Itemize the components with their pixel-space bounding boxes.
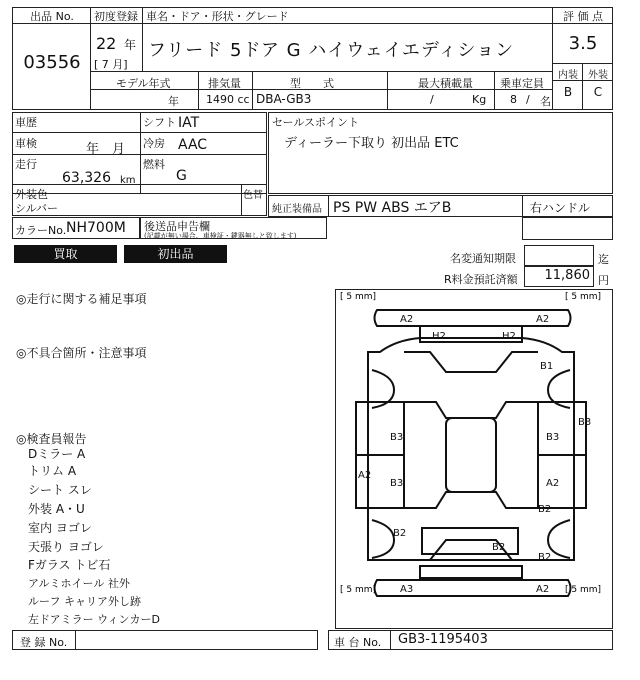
damage-mark: A2 — [546, 478, 560, 489]
exterior-grade: C — [593, 85, 603, 99]
fuel-value: G — [176, 168, 187, 184]
model-year-label: モデル年式 — [116, 77, 171, 90]
damage-mark: B3 — [578, 417, 592, 428]
sales-point-label: セールスポイント — [272, 116, 360, 129]
inspector-item: シート スレ — [28, 483, 92, 497]
capacity-label: 乗車定員 — [500, 77, 544, 90]
inspector-item: 天張り ヨゴレ — [28, 540, 104, 554]
inspector-item: アルミホイール 社外 — [28, 577, 130, 590]
exterior-label: 外装 — [588, 70, 608, 81]
inspector-item: トリム A — [28, 464, 77, 478]
declaration-label: 後送品申告欄 — [144, 220, 210, 233]
first-reg-year: 22 — [96, 34, 117, 53]
car-name: フリード 5ドア G ハイウェイエディション — [148, 40, 515, 61]
mileage-value: 63,326 — [62, 170, 111, 186]
mileage-unit: km — [120, 175, 136, 186]
score-value: 3.5 — [568, 33, 598, 54]
recycle-value: 11,860 — [544, 268, 590, 283]
first-listing-badge: 初出品 — [124, 245, 227, 263]
capacity-sep: / — [526, 93, 530, 106]
max-load-sep: / — [430, 93, 434, 106]
damage-mark: H2 — [432, 331, 446, 342]
displacement-value: 1490 cc — [206, 93, 250, 106]
name-change-unit: 迄 — [598, 253, 609, 266]
damage-mark: A2 — [536, 314, 550, 325]
car-diagram-frame — [335, 289, 613, 629]
ac-value: AAC — [178, 137, 208, 153]
tire-tag-top-left: [ 5 mm] — [340, 292, 377, 302]
damage-mark: A2 — [536, 584, 550, 595]
lot-label: 出品 No. — [30, 10, 74, 23]
max-load-unit: Kg — [472, 93, 487, 106]
type-value: DBA-GB3 — [256, 92, 312, 106]
max-load-label: 最大積載量 — [418, 77, 473, 90]
inspection-value: 年 月 — [86, 142, 126, 157]
lot-number: 03556 — [23, 52, 81, 73]
name-change-box — [524, 245, 594, 266]
inspector-item: ルーフ キャリア外し跡 — [28, 595, 141, 608]
damage-mark: B3 — [546, 432, 560, 443]
ext-color-value: シルバー — [15, 202, 58, 215]
inspection-label: 車検 — [15, 137, 37, 150]
displacement-label: 排気量 — [208, 77, 241, 90]
capacity-unit: 名 — [540, 95, 551, 108]
damage-mark: H2 — [502, 331, 516, 342]
damage-mark: A2 — [400, 314, 414, 325]
damage-mark: B2 — [393, 528, 407, 539]
interior-grade: B — [563, 85, 573, 99]
model-year-unit: 年 — [168, 95, 179, 108]
tire-tag-top-right: [ 5 mm] — [565, 292, 602, 302]
name-change-label: 名変通知期限 — [450, 252, 516, 265]
color-no-label: カラーNo. — [15, 224, 67, 237]
shift-label: シフト — [143, 116, 176, 129]
mileage-label: 走行 — [15, 158, 37, 171]
damage-mark: B2 — [538, 552, 552, 563]
damage-mark: B3 — [390, 478, 404, 489]
chassis-value: GB3-1195403 — [398, 632, 488, 647]
car-name-label: 車名・ドア・形状・グレード — [146, 10, 289, 23]
running-title: ◎走行に関する補足事項 — [16, 292, 147, 306]
sales-point-value: ディーラー下取り 初出品 ETC — [284, 136, 459, 151]
inspector-item: 室内 ヨゴレ — [28, 521, 92, 535]
first-reg-month: [ 7 月] — [94, 58, 128, 71]
tire-tag-bottom-right: [ 5 mm] — [565, 585, 602, 595]
damage-mark: B2 — [538, 504, 552, 515]
inspector-title: ◎検査員報告 — [16, 432, 87, 446]
color-change-label: 色替 — [243, 190, 263, 201]
year-unit: 年 — [124, 38, 137, 52]
fuel-label: 燃料 — [143, 158, 165, 171]
declaration-note: (記載が無い場合、車検証・鍵器無しと致します) — [144, 232, 297, 240]
damage-mark: A3 — [400, 584, 414, 595]
color-no-value: NH700M — [66, 220, 126, 236]
buy-badge: 買取 — [14, 245, 117, 263]
capacity-value: 8 — [510, 93, 517, 106]
damage-mark: B3 — [390, 432, 404, 443]
ac-label: 冷房 — [143, 137, 165, 150]
chassis-label: 車 台 No. — [334, 636, 382, 649]
inspector-item: 左ドアミラー ウィンカーD — [28, 613, 160, 626]
tire-tag-bottom-left: [ 5 mm] — [340, 585, 377, 595]
reg-no-label: 登 録 No. — [20, 636, 68, 649]
inspector-item: Fガラス トビ石 — [28, 558, 111, 572]
shift-value: IAT — [178, 115, 200, 131]
type-label: 型 式 — [290, 77, 334, 90]
handle-value: 右ハンドル — [530, 201, 591, 215]
inspector-item: 外装 A・U — [28, 502, 85, 516]
damage-mark: B2 — [492, 542, 506, 553]
interior-label: 内装 — [558, 70, 578, 81]
inspector-item: Dミラー A — [28, 447, 86, 461]
ext-color-label: 外装色 — [15, 188, 48, 201]
first-reg-label: 初度登録 — [94, 10, 138, 23]
damage-mark: B1 — [540, 361, 554, 372]
equipment-label: 純正装備品 — [272, 204, 322, 215]
recycle-unit: 円 — [598, 274, 609, 287]
damage-mark: A2 — [358, 470, 372, 481]
history-label: 車歴 — [15, 116, 37, 129]
recycle-label: R料金預託済額 — [444, 273, 518, 286]
equipment-value: PS PW ABS エアB — [333, 200, 452, 216]
defect-title: ◎不具合箇所・注意事項 — [16, 346, 147, 360]
score-label: 評 価 点 — [563, 10, 603, 23]
